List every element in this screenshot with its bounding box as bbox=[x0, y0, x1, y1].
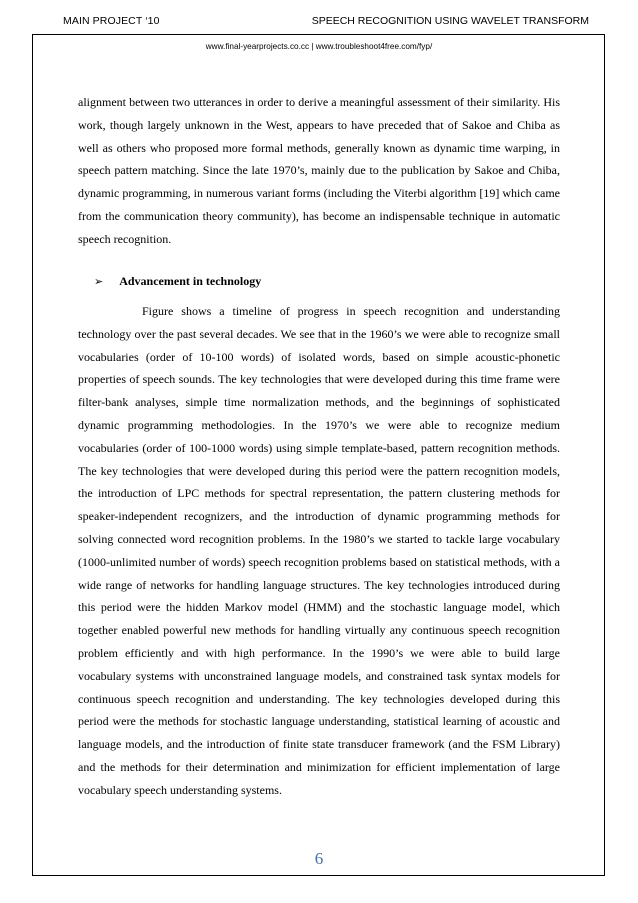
header-project-label: MAIN PROJECT ‘10 bbox=[63, 15, 160, 27]
section-heading bbox=[94, 274, 261, 289]
section-heading-text: Advancement in technology bbox=[119, 274, 262, 288]
page-number: 6 bbox=[314, 849, 324, 868]
paragraph-advancement bbox=[78, 300, 560, 802]
header-document-title: SPEECH RECOGNITION USING WAVELET TRANSFORM bbox=[311, 15, 589, 27]
paragraph-advancement-text: Figure shows a timeline of progress in speech recognition and understanding technology over the past several decades. We see that in the 1960’s we were able to recognize small vocabularies (order of 10-100 words) of isolated words, based on simple acoustic-phonetic properties of speech sounds. The key technologies that were developed during this time frame were filter-bank analyses, simple time normalization methods, and the beginnings of sophisticated dynamic programming methodologies. In the 1970’s we were able to recognize medium vocabularies (order of 100-1000 words) using simple template-based, pattern recognition methods. The key technologies that were developed during this period were the pattern recognition models, the introduction of LPC methods for spectral representation, the pattern clustering methods for speaker-independent recognizers, and the introduction of dynamic programming methods for solving connected word recognition problems. In the 1980’s we started to tackle large vocabulary (1000-unlimited number of words) speech recognition problems based on statistical methods, with a wide range of networks for handling language structures. The key technologies introduced during this period were the hidden Markov model (HMM) and the stochastic language model, which together enabled powerful new methods for handling virtually any continuous speech recognition problem efficiently and with high performance. In the 1990’s we were able to build large vocabulary systems with unconstrained language models, and constrained task syntax models for continuous speech recognition and understanding. The key technologies developed during this period were the methods for stochastic language understanding, statistical learning of acoustic and language models, and the introduction of finite state transducer framework (and the FSM Library) and the methods for their determination and minimization for efficient implementation of large vocabulary speech understanding systems. bbox=[78, 304, 560, 797]
arrow-bullet-icon: ➢ bbox=[94, 276, 104, 288]
paragraph-intro: alignment between two utterances in order to derive a meaningful assessment of their similarity. His work, though largely unknown in the West, appears to have preceded that of Sakoe and Chiba as well as others who proposed more formal methods, generally known as dynamic time warping, in speech pattern matching. Since the late 1970’s, mainly due to the publication by Sakoe and Chiba, dynamic programming, in numerous variant forms (including the Viterbi algorithm [19] which came from the communication theory community), has become an indispensable technique in automatic speech recognition. bbox=[78, 95, 560, 246]
header-urls: www.final-yearprojects.co.cc | www.troubleshoot4free.com/fyp/ bbox=[205, 42, 433, 51]
